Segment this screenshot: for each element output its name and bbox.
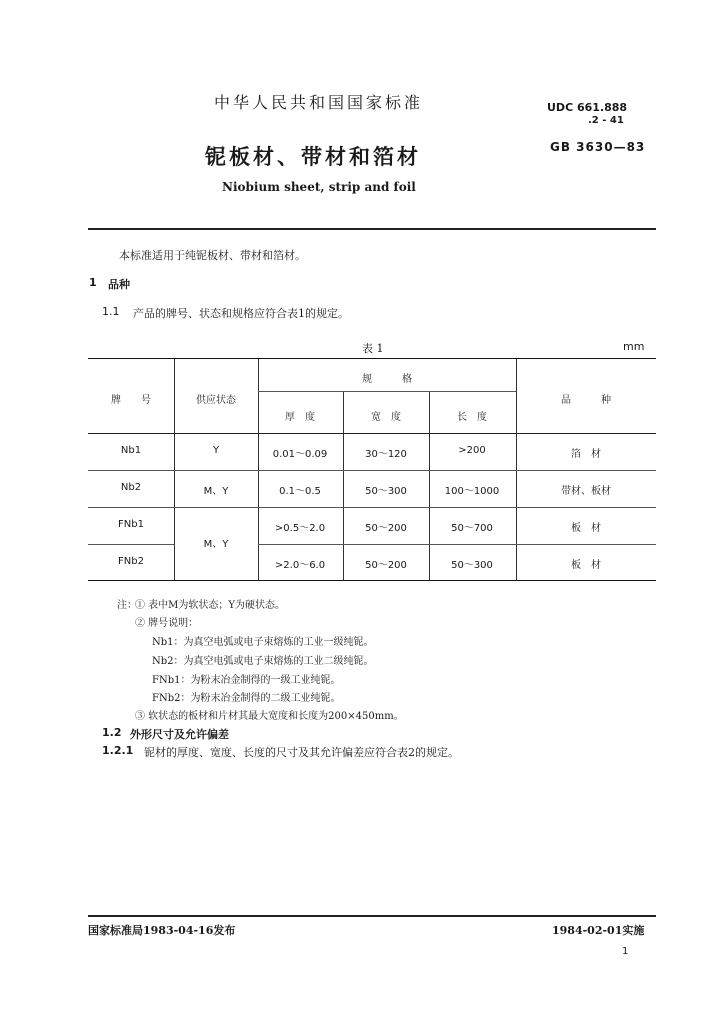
table-cell-width: 30～120 [365,449,407,460]
section-1-1-number: 1.1 [102,305,120,318]
table-cell-thickness: 0.1～0.5 [279,486,321,497]
section-1-title: 品种 [108,278,130,291]
effective-date: 1984-02-01实施 [552,924,645,937]
table-cell-width: 50～200 [365,523,407,534]
table-cell-width: 50～300 [365,486,407,497]
header-grade: 牌 号 [111,395,151,406]
header-length: 长 度 [457,412,487,423]
note-2d: FNb2：为粉末冶金制得的二级工业纯铌。 [152,693,341,704]
table-cell-state: Y [212,445,220,456]
table-unit: mm [623,340,645,353]
table-hline [88,507,258,508]
note-2b: Nb2：为真空电弧或电子束熔炼的工业二级纯铌。 [152,656,374,667]
note-2c: FNb1：为粉末冶金制得的一级工业纯铌。 [152,675,341,686]
document-title: 铌板材、带材和箔材 [205,144,421,169]
table-cell-variety: 板 材 [571,523,601,534]
note-1: ① 表中M为软状态；Y为硬状态。 [135,600,286,611]
table-cell-variety: 带材、板材 [561,486,611,497]
table-caption: 表 1 [362,342,384,355]
notes-label: 注： [117,600,137,611]
table-cell-width: 50～200 [365,560,407,571]
footer-divider [88,915,656,917]
table-cell-thickness: >0.5～2.0 [274,523,326,534]
header-spec: 规 格 [362,374,412,385]
section-1-2-1-text: 铌材的厚度、宽度、长度的尺寸及其允许偏差应符合表2的规定。 [144,746,459,759]
gb-standard-code: GB 3630—83 [550,140,646,154]
page-number: 1 [622,946,629,957]
table-cell-grade: FNb2 [118,556,144,567]
table-cell-length: 50～300 [451,560,493,571]
table-hline [88,470,656,471]
udc-code: UDC 661.888 [547,101,628,114]
note-2: ② 牌号说明： [135,618,199,629]
section-1-number: 1 [89,276,97,289]
scope-statement: 本标准适用于纯铌板材、带材和箔材。 [119,249,306,262]
table-vline [343,391,344,580]
table-cell-state: M、Y [203,486,229,497]
spec-table [88,358,656,581]
standard-authority-heading: 中华人民共和国国家标准 [214,93,424,112]
table-hline [258,507,656,508]
table-cell-length: 100～1000 [444,486,500,497]
table-cell-grade: FNb1 [118,519,144,530]
table-cell-grade: Nb2 [120,482,142,493]
note-2a: Nb1：为真空电弧或电子束熔炼的工业一级纯铌。 [152,637,374,648]
header-divider [88,228,656,230]
header-thickness: 厚 度 [285,412,315,423]
section-1-2-number: 1.2 [102,726,122,739]
table-cell-state-merged: M、Y [203,539,229,550]
header-width: 宽 度 [371,412,401,423]
table-hline [258,391,516,392]
section-1-1-text: 产品的牌号、状态和规格应符合表1的规定。 [133,307,349,320]
table-cell-length: 50～700 [451,523,493,534]
table-hline [258,544,656,545]
issue-date: 国家标准局1983-04-16发布 [88,924,236,937]
table-hline [88,544,174,545]
table-cell-variety: 箔 材 [571,449,601,460]
header-variety: 品 种 [561,395,611,406]
document-subtitle-english: Niobium sheet, strip and foil [222,180,416,194]
note-3: ③ 软状态的板材和片材其最大宽度和长度为200×450mm。 [135,711,404,722]
table-cell-variety: 板 材 [571,560,601,571]
table-hline [88,433,656,434]
section-1-2-title: 外形尺寸及允许偏差 [130,728,229,741]
udc-code-suffix: .2 - 41 [588,115,624,126]
table-cell-thickness: 0.01～0.09 [272,449,328,460]
table-cell-grade: Nb1 [120,445,142,456]
section-1-2-1-number: 1.2.1 [102,744,134,757]
table-cell-length: >200 [458,445,486,456]
table-cell-thickness: >2.0～6.0 [274,560,326,571]
header-state: 供应状态 [196,395,236,406]
table-vline [429,391,430,580]
